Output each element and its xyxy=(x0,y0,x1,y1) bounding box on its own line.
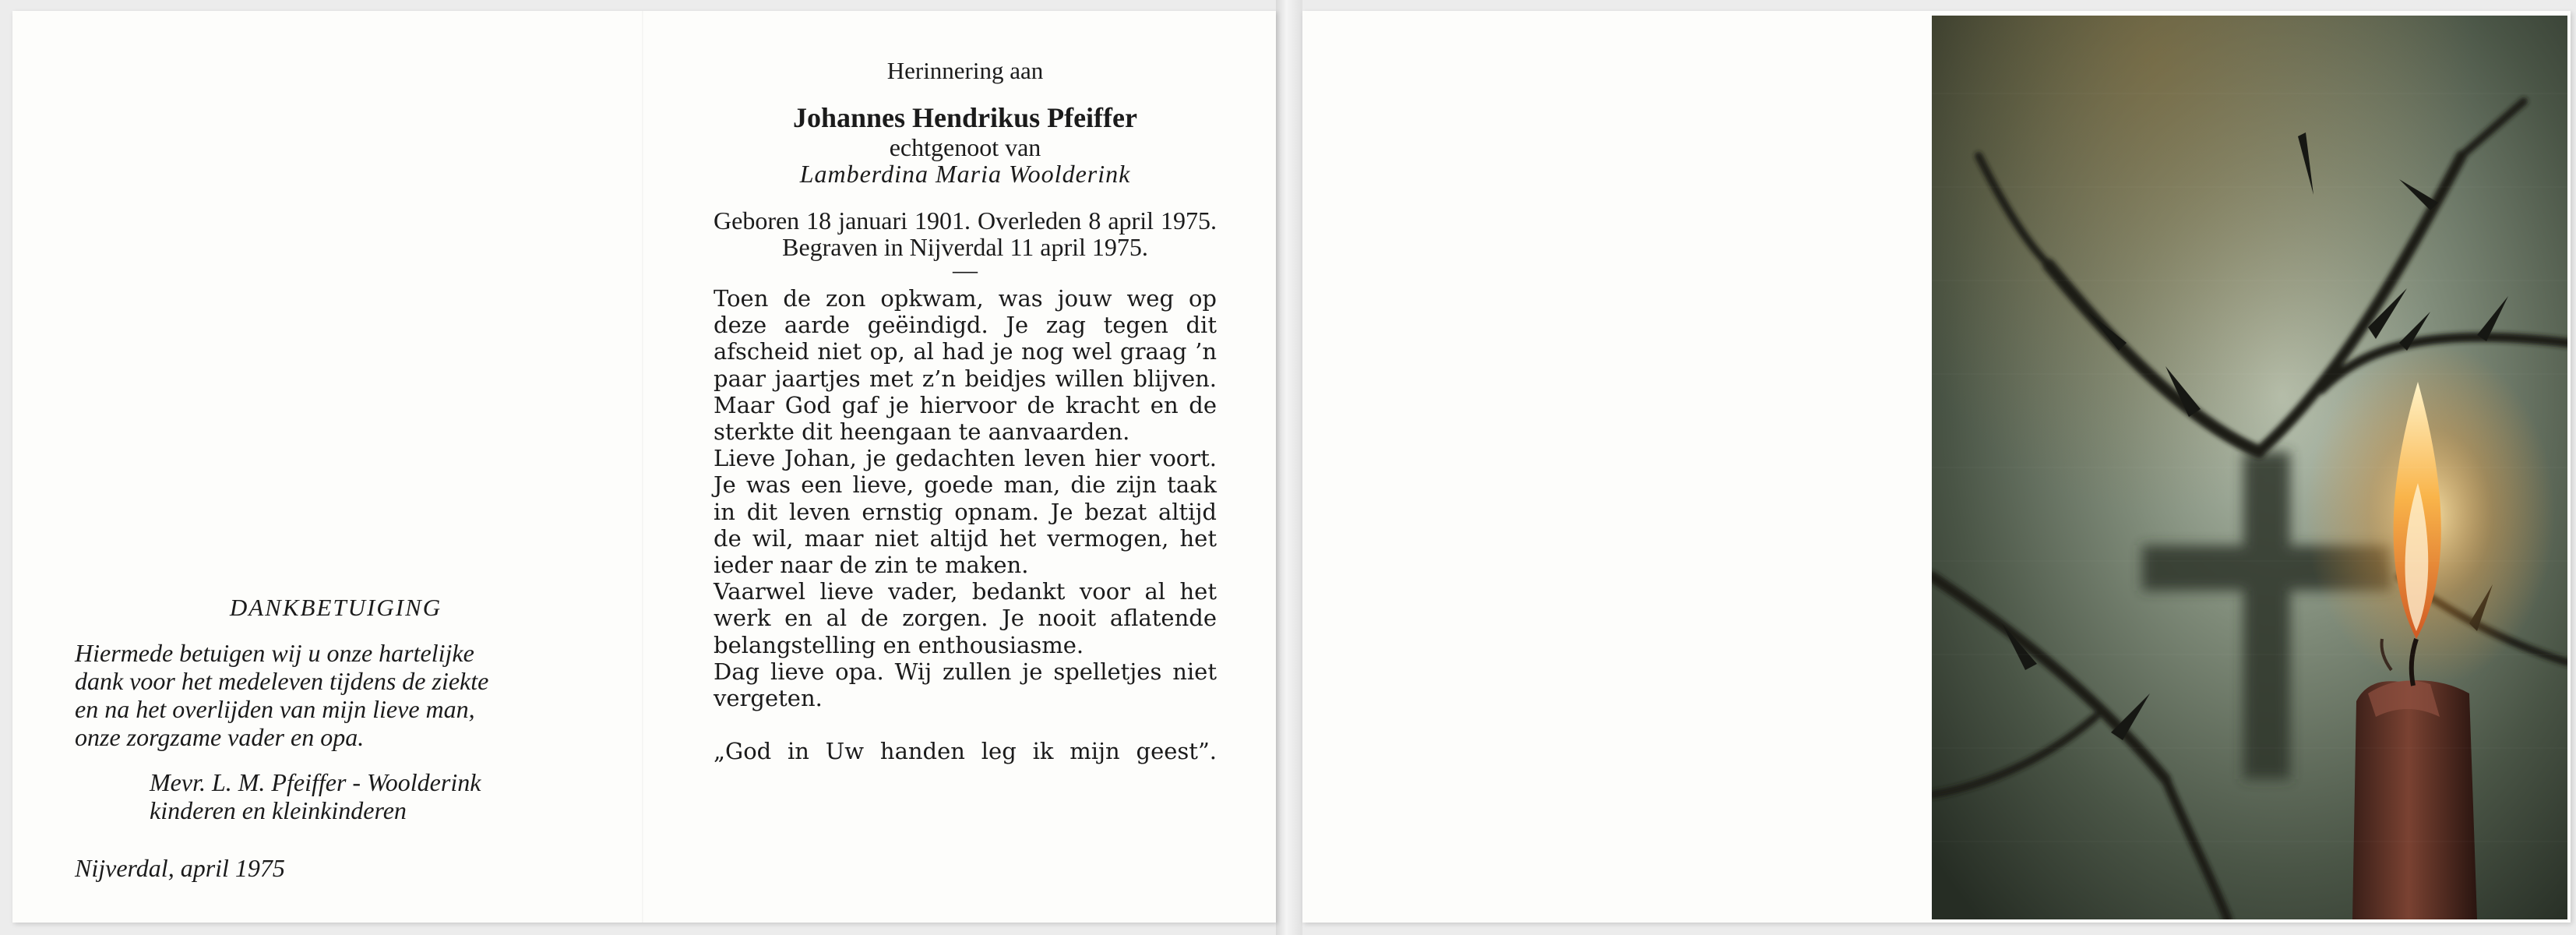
card-fold xyxy=(642,11,643,923)
candle-thorns-illustration xyxy=(1932,16,2567,919)
signature-line: Mevr. L. M. Pfeiffer - Woolderink xyxy=(150,768,481,796)
thanks-section xyxy=(75,594,604,882)
memorial-text xyxy=(714,285,1217,711)
memorial-paragraph: Lieve Johan, je gedachten leven hier voort. Je was een lieve, goede man, die zijn taak in dit leven ernstig opnam. Je bezat altijd de wil, maar niet altijd het vermogen, het ieder naar de zin te maken. xyxy=(714,445,1217,579)
memorial-paragraph: Toen de zon opkwam, was jouw weg op deze aarde geëindigd. Je zag tegen dit afscheid niet op, al had je nog wel graag ’n paar jaartjes met z’n beidjes willen blijven. Maar God gaf je hiervoor de kracht en de sterkte dit heengaan te aanvaarden. xyxy=(714,285,1217,446)
memorial-paragraph: Dag lieve opa. Wij zullen je spelletjes niet vergeten. xyxy=(714,658,1217,712)
memorial-paragraph: Vaarwel lieve vader, bedankt voor al het werk en al de zorgen. Je nooit aflatende belangstelling en enthousiasme. xyxy=(714,578,1217,658)
spouse-name: Lamberdina Maria Woolderink xyxy=(799,160,1131,188)
separator-dash: — xyxy=(953,256,978,284)
memorial-card-outside xyxy=(1302,11,2571,923)
thanks-line: dank voor het medeleven tijdens de ziekte xyxy=(75,667,489,695)
thanks-body xyxy=(75,639,604,751)
life-dates: Geboren 18 januari 1901. Overleden 8 april 1975. Begraven in Nijverdal 11 april 1975. xyxy=(714,206,1217,261)
thanks-line: en na het overlijden van mijn lieve man, xyxy=(75,695,475,723)
card-gap xyxy=(1276,0,1302,935)
signature-line: kinderen en kleinkinderen xyxy=(150,796,407,824)
thanks-signature xyxy=(75,768,604,824)
thanks-line: onze zorgzame vader en opa. xyxy=(75,723,365,751)
memorial-intro: Herinnering aan xyxy=(886,57,1044,84)
closing-quote: „God in Uw handen leg ik mijn geest”. xyxy=(714,738,1217,765)
spouse-label: echtgenoot van xyxy=(889,133,1041,161)
thanks-line: Hiermede betuigen wij u onze hartelijke xyxy=(75,639,474,667)
thanks-title: DANKBETUIGING xyxy=(229,594,442,621)
deceased-name: Johannes Hendrikus Pfeiffer xyxy=(792,102,1137,133)
candle-photo xyxy=(1932,16,2567,919)
memorial-section xyxy=(714,58,1217,764)
place-date: Nijverdal, april 1975 xyxy=(75,854,285,882)
memorial-card-inside xyxy=(12,11,1276,923)
